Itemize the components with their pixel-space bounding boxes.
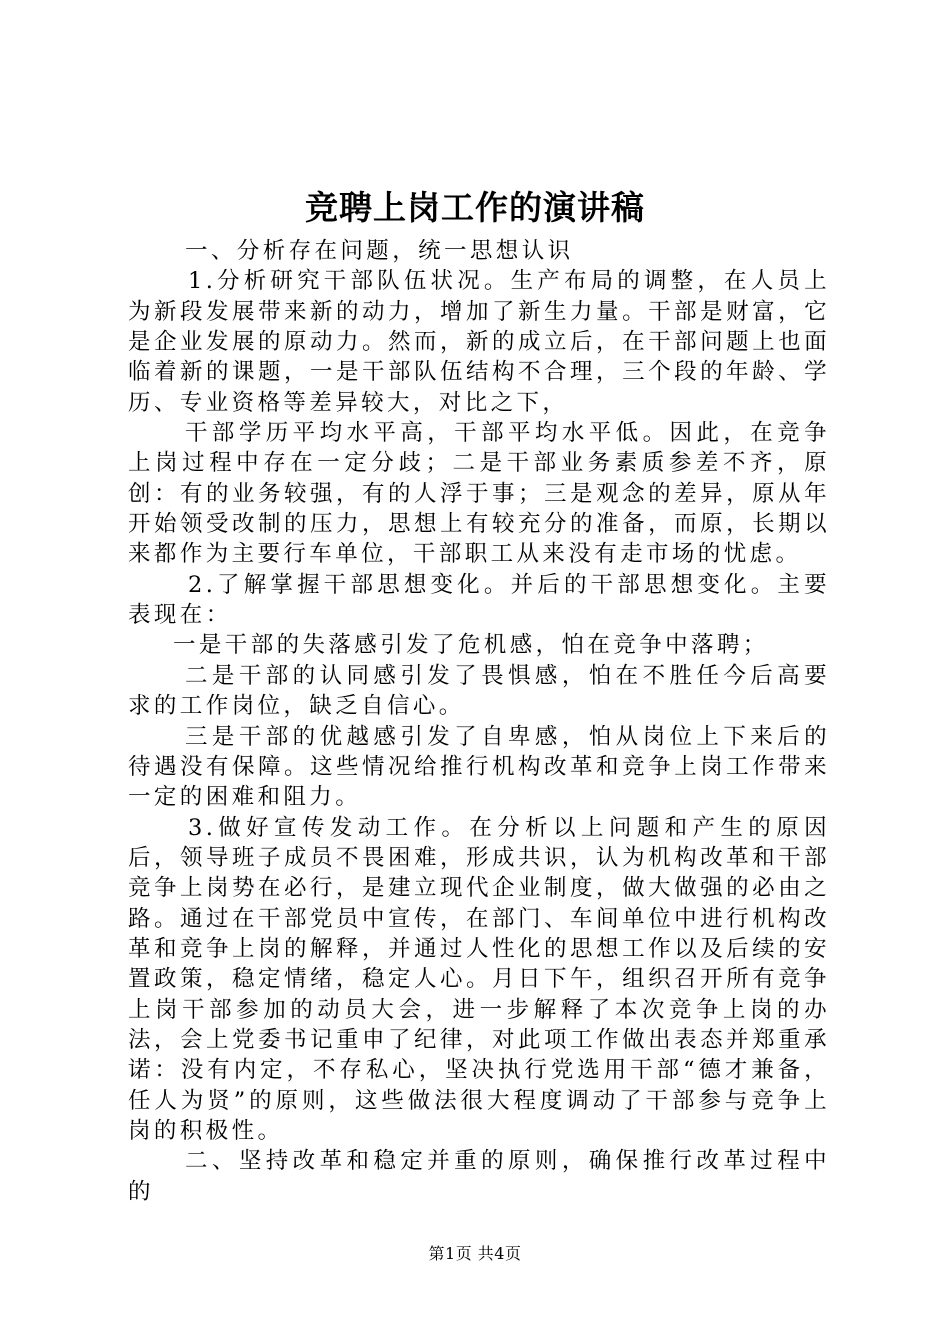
page-number-footer: 第1页 共4页 <box>428 1244 522 1263</box>
paragraph-item-2: 2.了解掌握干部思想变化。并后的干部思想变化。主要表现在： <box>128 571 830 629</box>
paragraph-item-3: 3.做好宣传发动工作。在分析以上问题和产生的原因后，领导班子成员不畏困难，形成共识，认为机构改革和干部竞争上岗势在必行，是建立现代企业制度，做大做强的必由之路。通过在干部党员中宣传，在部门、车间单位中进行机构改革和竞争上岗的解释，并通过人性化的思想工作以及后续的安置政策，稳定情绪，稳定人心。月日下午，组织召开所有竞争上岗干部参加的动员大会，进一步解释了本次竞争上岗的办法，会上党委书记重申了纪律，对此项工作做出表态并郑重承诺：没有内定，不存私心，坚决执行党选用干部“德才兼备，任人为贤”的原则，这些做法很大程度调动了干部参与竞争上岗的积极性。 <box>128 814 830 1144</box>
paragraph-point-2: 二是干部的认同感引发了畏惧感，怕在不胜任今后高要求的工作岗位，缺乏自信心。 <box>128 662 830 720</box>
paragraph-point-1: 一是干部的失落感引发了危机感，怕在竞争中落聘； <box>173 632 769 659</box>
paragraph-item-1-continued: 干部学历平均水平高，干部平均水平低。因此，在竞争上岗过程中存在一定分歧；二是干部业务素质参差不齐，原创：有的业务较强，有的人浮于事；三是观念的差异，原从年开始领受改制的压力，思想上有较充分的准备，而原，长期以来都作为主要行车单位，干部职工从来没有走市场的忧虑。 <box>128 420 830 568</box>
paragraph-item-1: 1.分析研究干部队伍状况。生产布局的调整，在人员上为新段发展带来新的动力，增加了新生力量。干部是财富，它是企业发展的原动力。然而，新的成立后，在干部问题上也面临着新的课题，一是干部队伍结构不合理，三个段的年龄、学历、专业资格等差异较大，对比之下， <box>128 268 830 416</box>
document-title: 竞聘上岗工作的演讲稿 <box>305 188 645 227</box>
paragraph-section-1-heading: 一、分析存在问题，统一思想认识 <box>185 238 574 264</box>
paragraph-point-3: 三是干部的优越感引发了自卑感，怕从岗位上下来后的待遇没有保障。这些情况给推行机构改革和竞争上岗工作带来一定的困难和阻力。 <box>128 723 830 811</box>
paragraph-section-2-heading: 二、坚持改革和稳定并重的原则，确保推行改革过程中的 <box>128 1148 830 1205</box>
document-body <box>128 236 830 1207</box>
